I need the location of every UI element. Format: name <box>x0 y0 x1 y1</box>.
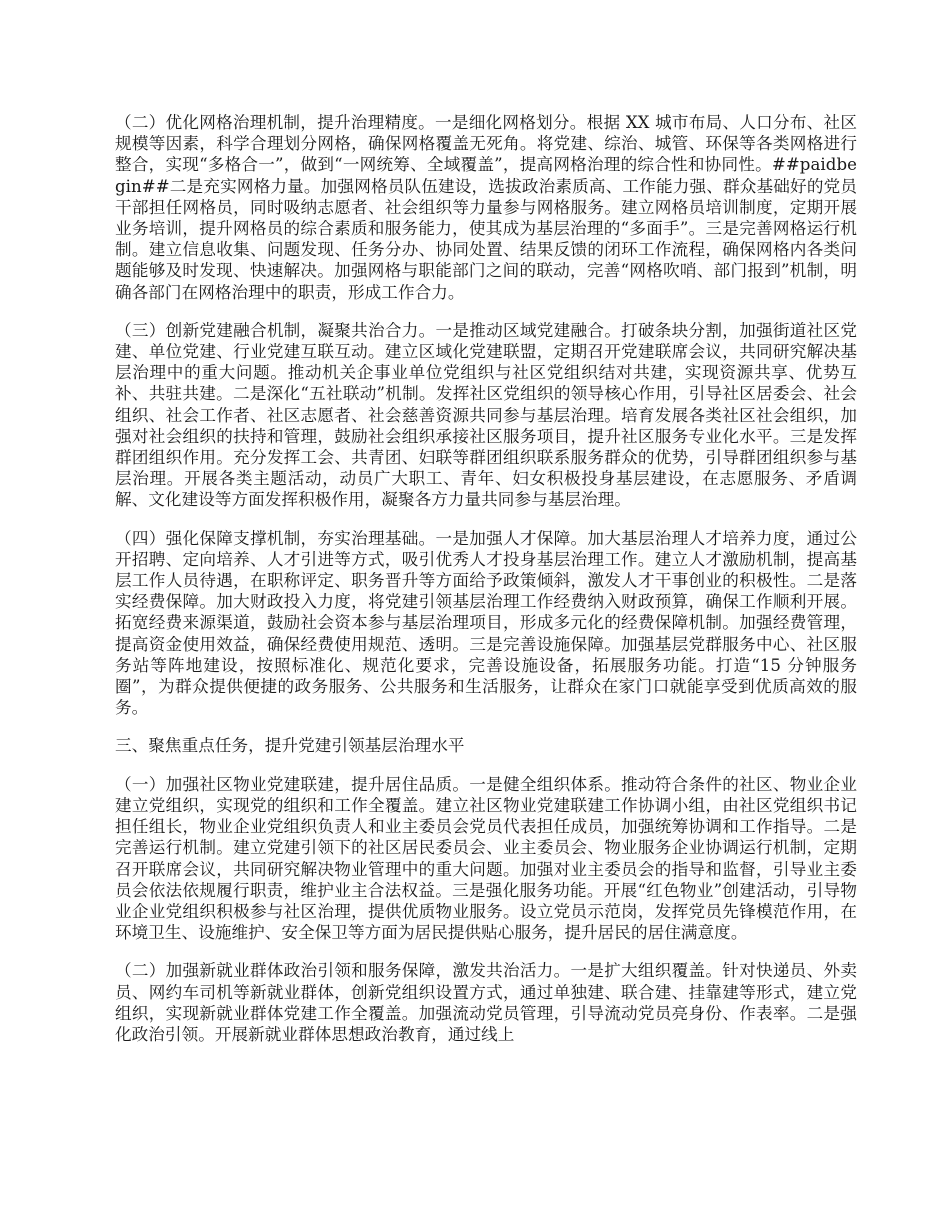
paragraph-party-integration: （三）创新党建融合机制，凝聚共治合力。一是推动区域党建融合。打破条块分割，加强街道社区党建、单位党建、行业党建互联互动。建立区域化党建联盟，定期召开党建联席会议，共同研究解决基层治理中的重大问题。推动机关企事业单位党组织与社区党组织结对共建，实现资源共享、优势互补、共驻共建。二是深化“五社联动”机制。发挥社区党组织的领导核心作用，引导社区居委会、社会组织、社会工作者、社区志愿者、社会慈善资源共同参与基层治理。培育发展各类社区社会组织，加强对社会组织的扶持和管理，鼓励社会组织承接社区服务项目，提升社区服务专业化水平。三是发挥群团组织作用。充分发挥工会、共青团、妇联等群团组织联系服务群众的优势，引导群团组织参与基层治理。开展各类主题活动，动员广大职工、青年、妇女积极投身基层建设，在志愿服务、矛盾调解、文化建设等方面发挥积极作用，凝聚各方力量共同参与基层治理。 <box>115 320 857 510</box>
paragraph-grid-governance: （二）优化网格治理机制，提升治理精度。一是细化网格划分。根据 XX 城市布局、人口分布、社区规模等因素，科学合理划分网格，确保网格覆盖无死角。将党建、综治、城管、环保等各类网格进行整合，实现“多格合一”，做到“一网统筹、全域覆盖”，提高网格治理的综合性和协同性。##paidbegin##二是充实网格力量。加强网格员队伍建设，选拔政治素质高、工作能力强、群众基础好的党员干部担任网格员，同时吸纳志愿者、社会组织等力量参与网格服务。建立网格员培训制度，定期开展业务培训，提升网格员的综合素质和服务能力，使其成为基层治理的“多面手”。三是完善网格运行机制。建立信息收集、问题发现、任务分办、协同处置、结果反馈的闭环工作流程，确保网格内各类问题能够及时发现、快速解决。加强网格与职能部门之间的联动，完善“网格吹哨、部门报到”机制，明确各部门在网格治理中的职责，形成工作合力。 <box>115 113 857 302</box>
section-heading-key-tasks: 三、聚焦重点任务，提升党建引领基层治理水平 <box>115 736 465 756</box>
paragraph-support-mechanism: （四）强化保障支撑机制，夯实治理基础。一是加强人才保障。加大基层治理人才培养力度，通过公开招聘、定向培养、人才引进等方式，吸引优秀人才投身基层治理工作。建立人才激励机制，提高基层工作人员待遇，在职称评定、职务晋升等方面给予政策倾斜，激发人才干事创业的积极性。二是落实经费保障。加大财政投入力度，将党建引领基层治理工作经费纳入财政预算，确保工作顺利开展。拓宽经费来源渠道，鼓励社会资本参与基层治理项目，形成多元化的经费保障机制。加强经费管理，提高资金使用效益，确保经费使用规范、透明。三是完善设施保障。加强基层党群服务中心、社区服务站等阵地建设，按照标准化、规范化要求，完善设施设备，拓展服务功能。打造“15 分钟服务圈”，为群众提供便捷的政务服务、公共服务和生活服务，让群众在家门口就能享受到优质高效的服务。 <box>115 528 857 718</box>
paragraph-community-property: （一）加强社区物业党建联建，提升居住品质。一是健全组织体系。推动符合条件的社区、物业企业建立党组织，实现党的组织和工作全覆盖。建立社区物业党建联建工作协调小组，由社区党组织书记担任组长，物业企业党组织负责人和业主委员会党员代表担任成员，加强统筹协调和工作指导。二是完善运行机制。建立党建引领下的社区居民委员会、业主委员会、物业服务企业协调运行机制，定期召开联席会议，共同研究解决物业管理中的重大问题。加强对业主委员会的指导和监督，引导业主委员会依法依规履行职责，维护业主合法权益。三是强化服务功能。开展“红色物业”创建活动，引导物业企业党组织积极参与社区治理，提供优质物业服务。设立党员示范岗，发挥党员先锋模范作用，在环境卫生、设施维护、安全保卫等方面为居民提供贴心服务，提升居民的居住满意度。 <box>115 774 857 943</box>
document-page <box>115 112 857 1062</box>
paragraph-new-employment-groups: （二）加强新就业群体政治引领和服务保障，激发共治活力。一是扩大组织覆盖。针对快递员、外卖员、网约车司机等新就业群体，创新党组织设置方式，通过单独建、联合建、挂靠建等形式，建立党组织，实现新就业群体党建工作全覆盖。加强流动党员管理，引导流动党员亮身份、作表率。二是强化政治引领。开展新就业群体思想政治教育，通过线上 <box>115 961 857 1044</box>
